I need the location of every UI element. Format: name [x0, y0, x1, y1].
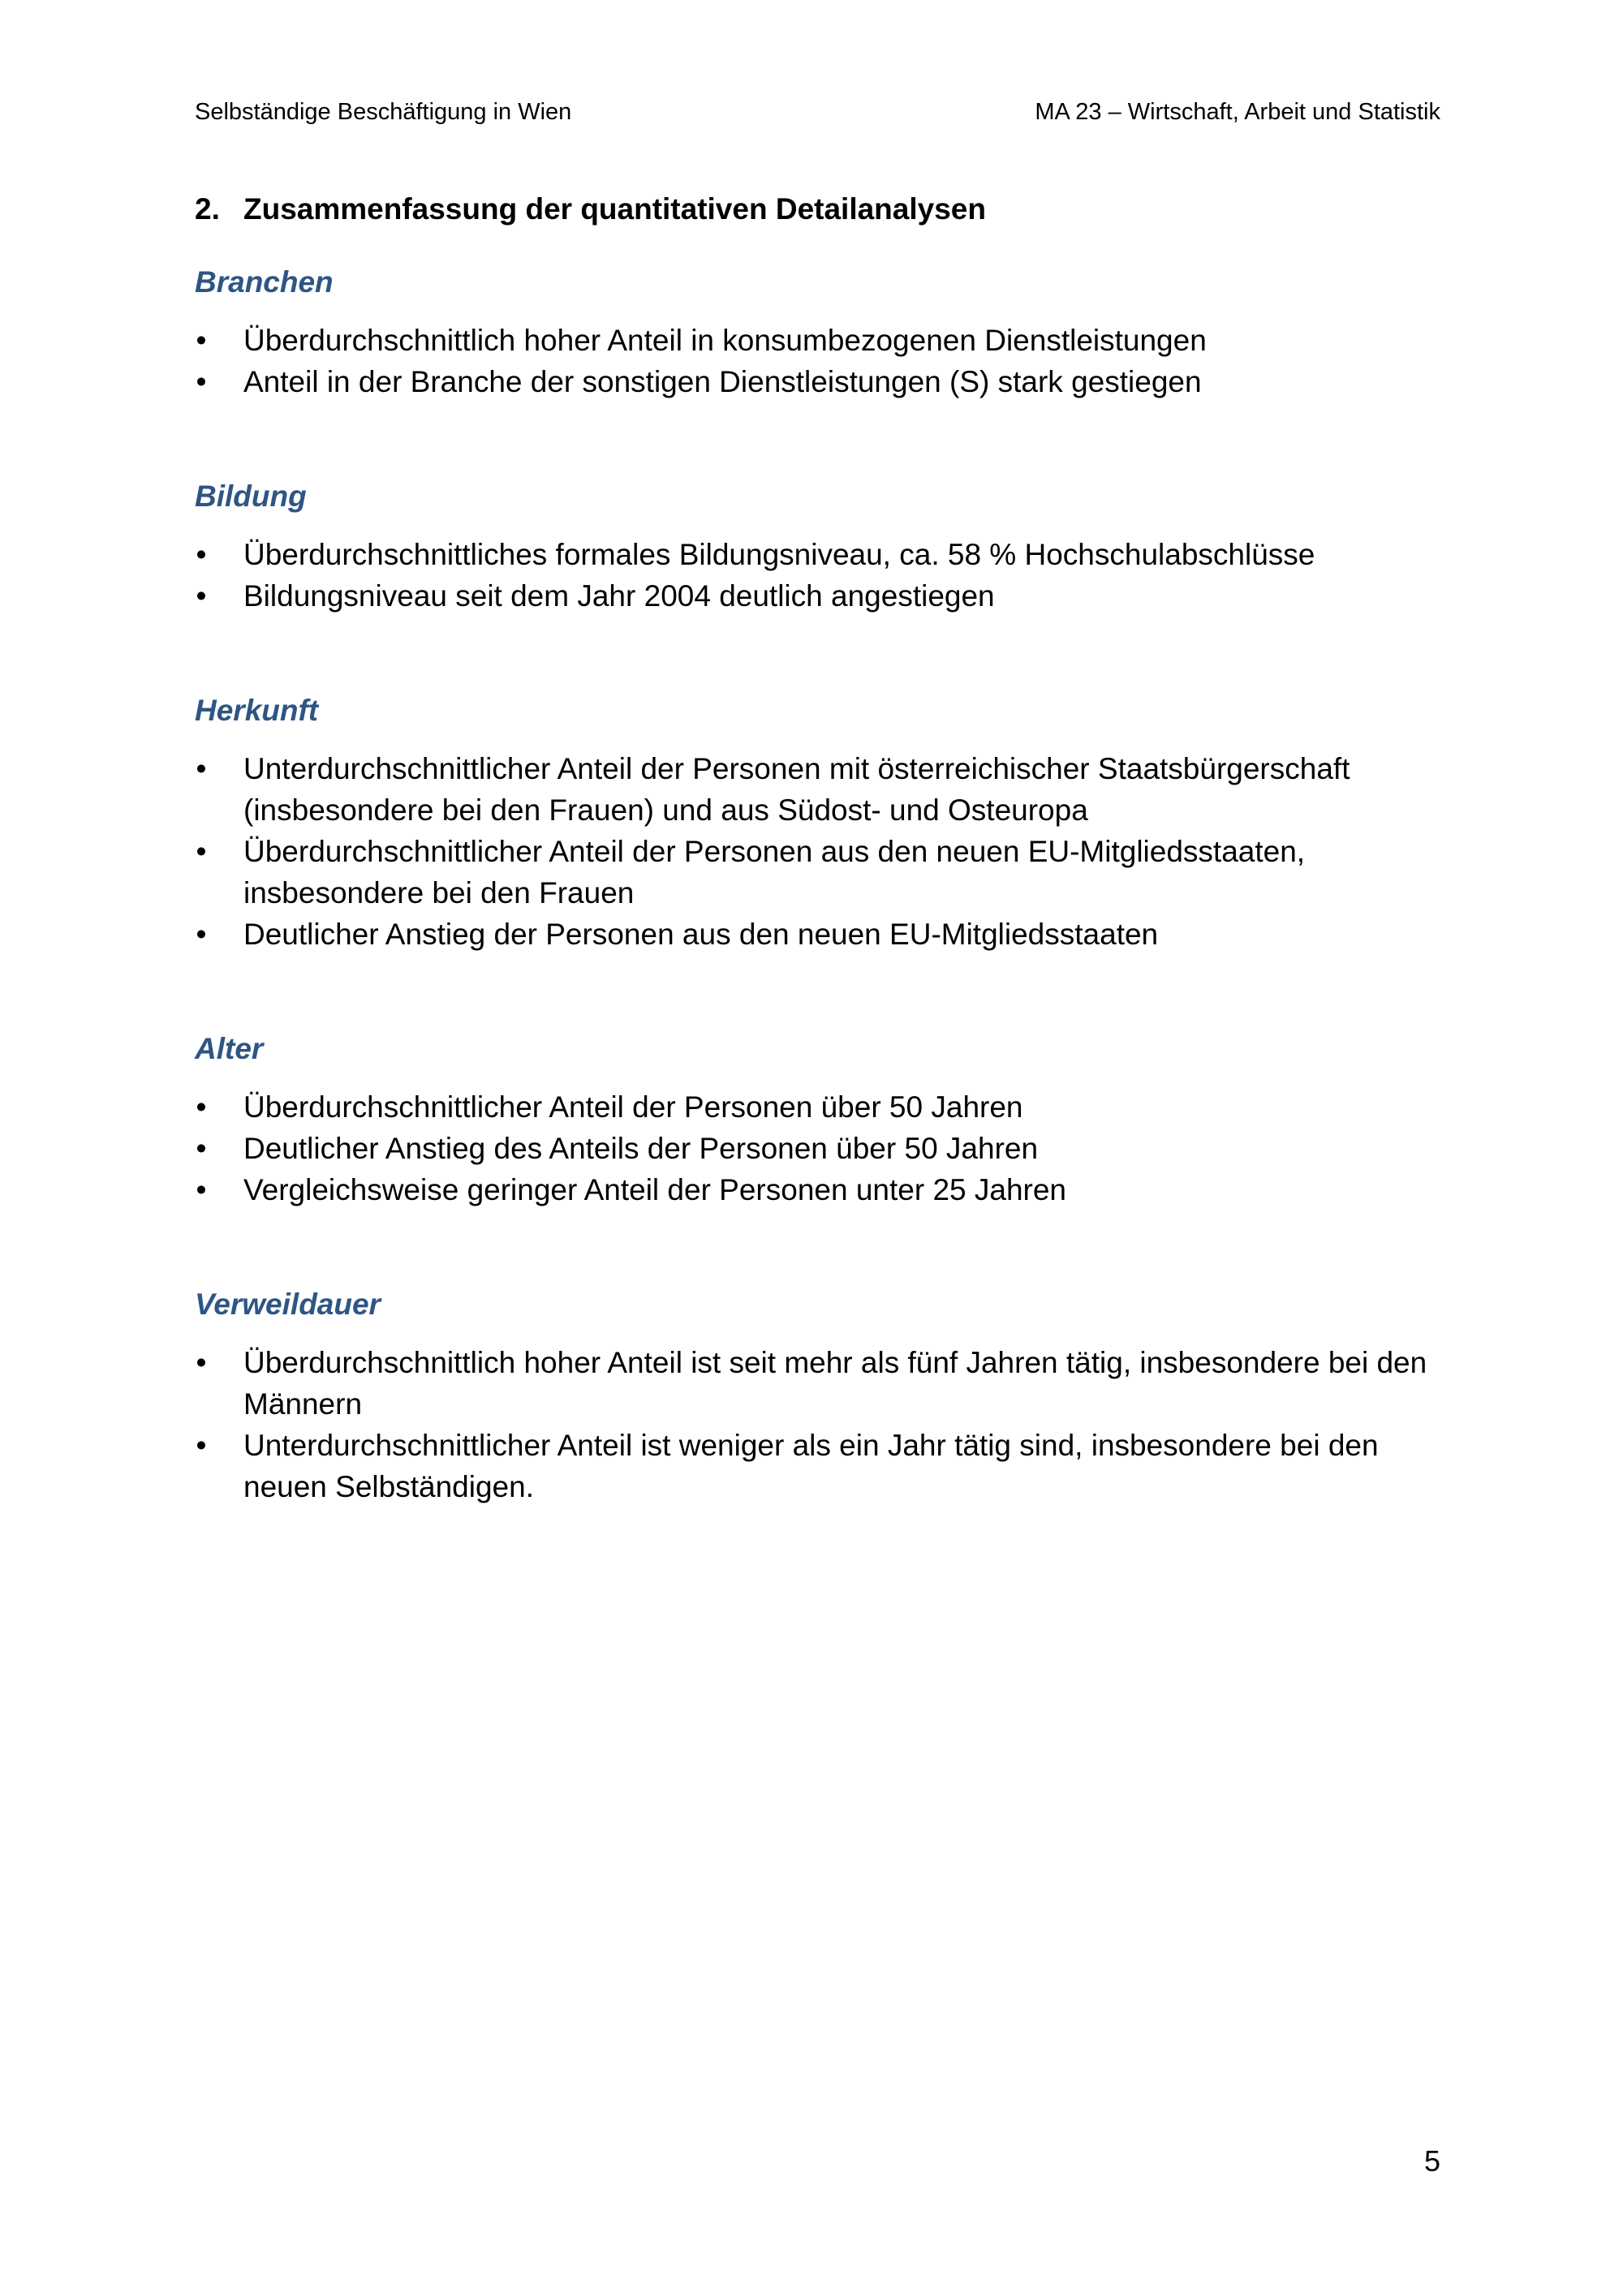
- list-item: [195, 1086, 1440, 1128]
- list-item-text: Vergleichsweise geringer Anteil der Personen unter 25 Jahren: [243, 1173, 1067, 1206]
- bullet-icon: •: [196, 835, 207, 868]
- bullet-icon: •: [196, 1132, 207, 1165]
- bullet-list-bildung: [195, 534, 1440, 617]
- page-number: 5: [1423, 2144, 1440, 2178]
- bullet-icon: •: [196, 365, 207, 398]
- section-number: 2.: [195, 192, 220, 226]
- block-heading-bildung: Bildung: [195, 479, 307, 513]
- list-item: [195, 914, 1440, 955]
- bullet-icon: •: [196, 752, 207, 785]
- list-item: [195, 1425, 1440, 1507]
- bullet-list-branchen: [195, 320, 1440, 402]
- list-item: [195, 320, 1440, 361]
- page-header: [195, 96, 1440, 128]
- list-item: [195, 534, 1440, 575]
- list-item-text: Überdurchschnittlich hoher Anteil in konsumbezogenen Dienstleistungen: [243, 324, 1207, 357]
- bullet-icon: •: [196, 538, 207, 571]
- section-title-text: Zusammenfassung der quantitativen Detailanalysen: [243, 192, 986, 226]
- list-item: [195, 1169, 1440, 1210]
- list-item-text: Überdurchschnittlicher Anteil der Personen über 50 Jahren: [243, 1090, 1023, 1124]
- block-heading-alter: Alter: [195, 1032, 264, 1065]
- list-item-text: Unterdurchschnittlicher Anteil der Personen mit österreichischer Staatsbürgerschaft (insbesondere bei den Frauen) und aus Südost- und Osteuropa: [243, 752, 1350, 827]
- block-heading-branchen: Branchen: [195, 265, 334, 299]
- list-item-text: Deutlicher Anstieg des Anteils der Personen über 50 Jahren: [243, 1132, 1039, 1165]
- list-item: [195, 361, 1440, 402]
- block-verweildauer: [195, 1283, 1440, 1507]
- bullet-list-verweildauer: [195, 1342, 1440, 1507]
- list-item: [195, 1342, 1440, 1425]
- bullet-icon: •: [196, 1429, 207, 1462]
- bullet-list-herkunft: [195, 748, 1440, 955]
- bullet-icon: •: [196, 918, 207, 951]
- page-content: [195, 188, 1440, 1507]
- header-document-title: Selbständige Beschäftigung in Wien: [195, 99, 572, 125]
- list-item: [195, 748, 1440, 831]
- block-branchen: [195, 261, 1440, 402]
- list-item-text: Überdurchschnittlich hoher Anteil ist seit mehr als fünf Jahren tätig, insbesondere bei den Männern: [243, 1346, 1427, 1421]
- list-item-text: Bildungsniveau seit dem Jahr 2004 deutlich angestiegen: [243, 579, 995, 613]
- bullet-icon: •: [196, 579, 207, 613]
- list-item-text: Deutlicher Anstieg der Personen aus den neuen EU-Mitgliedsstaaten: [243, 918, 1159, 951]
- list-item-text: Überdurchschnittlicher Anteil der Personen aus den neuen EU-Mitgliedsstaaten, insbesondere bei den Frauen: [243, 835, 1306, 909]
- list-item: [195, 831, 1440, 914]
- list-item-text: Überdurchschnittliches formales Bildungsniveau, ca. 58 % Hochschulabschlüsse: [243, 538, 1315, 571]
- block-heading-herkunft: Herkunft: [195, 694, 319, 727]
- block-heading-verweildauer: Verweildauer: [195, 1288, 381, 1321]
- list-item: [195, 1128, 1440, 1169]
- list-item-text: Unterdurchschnittlicher Anteil ist weniger als ein Jahr tätig sind, insbesondere bei den neuen Selbständigen.: [243, 1429, 1379, 1503]
- section-title: [195, 188, 1440, 230]
- bullet-list-alter: [195, 1086, 1440, 1210]
- header-department: MA 23 – Wirtschaft, Arbeit und Statistik: [1035, 99, 1440, 125]
- block-bildung: [195, 475, 1440, 617]
- list-item: [195, 575, 1440, 617]
- block-herkunft: [195, 690, 1440, 955]
- bullet-icon: •: [196, 1090, 207, 1124]
- bullet-icon: •: [196, 1346, 207, 1379]
- list-item-text: Anteil in der Branche der sonstigen Dienstleistungen (S) stark gestiegen: [243, 365, 1202, 398]
- block-alter: [195, 1028, 1440, 1210]
- bullet-icon: •: [196, 324, 207, 357]
- bullet-icon: •: [196, 1173, 207, 1206]
